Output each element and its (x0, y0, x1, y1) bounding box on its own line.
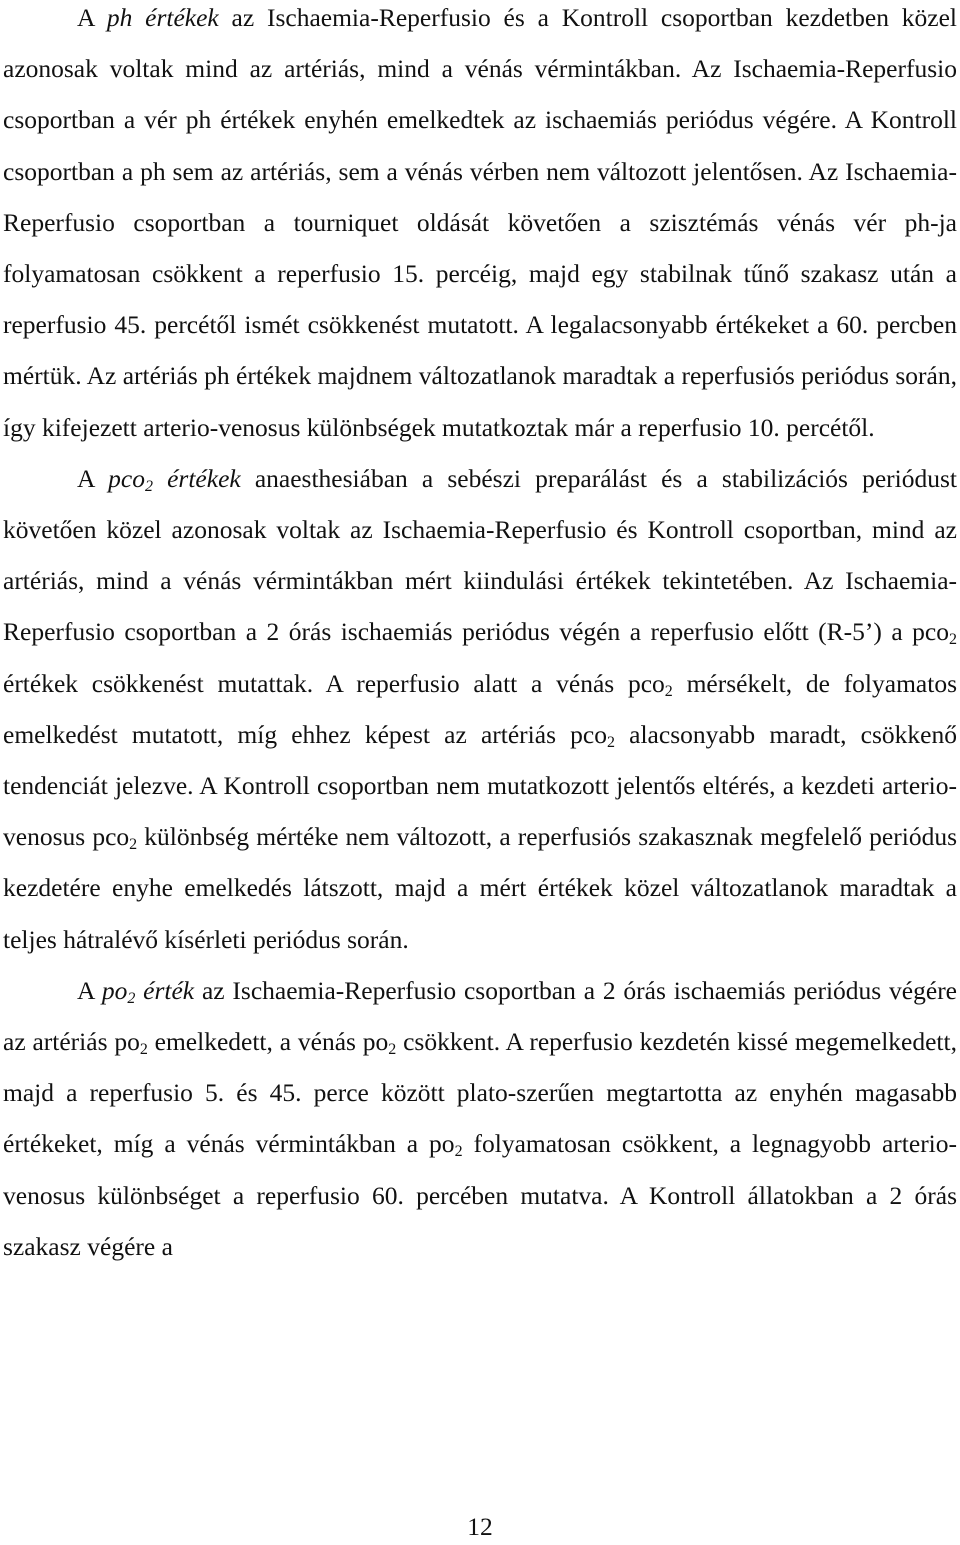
paragraph-lead: A (77, 975, 102, 1005)
paragraph-text: alacsonyabb maradt, csökkenő tendenciát jelezve. A Kontroll csoportban nem mutatkozott jelentős eltérés, a kezdeti arterio-venosus pco (3, 719, 957, 852)
subscript: 2 (606, 733, 615, 751)
paragraph-text: anaesthesiában a sebészi preparálást és a stabilizációs periódust követően közel azonosak voltak az Ischaemia-Reperfusio és Kontroll csoportban, mind az artériás, mind a vénás vérmintákban mért kiindulási értékek tekintetében. Az Ischaemia-Reperfusio csoportban a 2 órás ischaemiás periódus végén a reperfusio előtt (R-5’) a pco (3, 463, 957, 647)
subscript: 2 (454, 1143, 463, 1161)
subscript: 2 (949, 631, 957, 649)
subscript: 2 (129, 836, 138, 854)
paragraph-text: különbség mértéke nem változott, a reperfusiós szakasznak megfelelő periódus kezdetére enyhe emelkedés látszott, majd a mért értékek közel változatlanok maradtak a teljes hátralévő kísérleti periódus során. (3, 822, 958, 954)
subscript: 2 (664, 682, 673, 700)
paragraph-ph (3, 0, 957, 453)
paragraph-text: folyamatosan csökkent, a legnagyobb arterio-venosus különbséget a reperfusio 60. percében mutatva. A Kontroll állatokban a 2 órás szakasz végére a (3, 1129, 958, 1261)
subscript: 2 (139, 1041, 148, 1059)
page-number: 12 (467, 1512, 493, 1541)
paragraph-text: emelkedett, a vénás po (147, 1027, 389, 1057)
paragraph-text: csökkent. A reperfusio kezdetén kissé megemelkedett, majd a reperfusio 5. és 45. perce között plato-szerűen megtartotta az enyhén magasabb értékeket, míg a vénás vérmintákban a po (3, 1027, 957, 1159)
paragraph-text: az Ischaemia-Reperfusio és a Kontroll csoportban kezdetben közel azonosak voltak mind az artériás, mind a vénás vérmintákban. Az Ischaemia-Reperfusio csoportban a vér ph értékek enyhén emelkedtek az ischaemiás periódus végére. A Kontroll csoportban a ph sem az artériás, sem a vénás vérben nem változott jelentősen. Az Ischaemia-Reperfusio csoportban a tourniquet oldását követően a szisztémás vénás vér ph-ja folyamatosan csökkent a reperfusio 15. percéig, majd egy stabilnak tűnő szakasz után a reperfusio 45. percétől ismét csökkenést mutatott. A legalacsonyabb értékeket a 60. percben mértük. Az artériás ph értékek majdnem változatlanok maradtak a reperfusiós periódus során, így kifejezett arterio-venosus különbségek mutatkoztak már a reperfusio 10. percétől. (3, 3, 957, 442)
term-ph-values: ph értékek (106, 3, 219, 32)
paragraph-text: az Ischaemia-Reperfusio csoportban a 2 órás ischaemiás periódus végére az artériás po (3, 975, 958, 1057)
subscript: 2 (127, 989, 136, 1007)
paragraph-text: mérsékelt, de folyamatos emelkedést mutatott, míg ehhez képest az artériás pco (3, 668, 958, 749)
term-po2-value: $po_2$ érték (101, 975, 195, 1007)
paragraph-text: értékek csökkenést mutattak. A reperfusio alatt a vénás pco (3, 668, 665, 698)
paragraph-lead: A (77, 463, 109, 493)
paragraph-po2 (3, 965, 957, 1272)
paragraph-lead: A (77, 3, 107, 32)
subscript: 2 (144, 477, 153, 495)
paragraph-pco2 (3, 453, 957, 965)
term-pco2-values: pco$_2$ értékek (108, 463, 241, 495)
document-page (3, 0, 957, 1272)
subscript: 2 (388, 1041, 397, 1059)
